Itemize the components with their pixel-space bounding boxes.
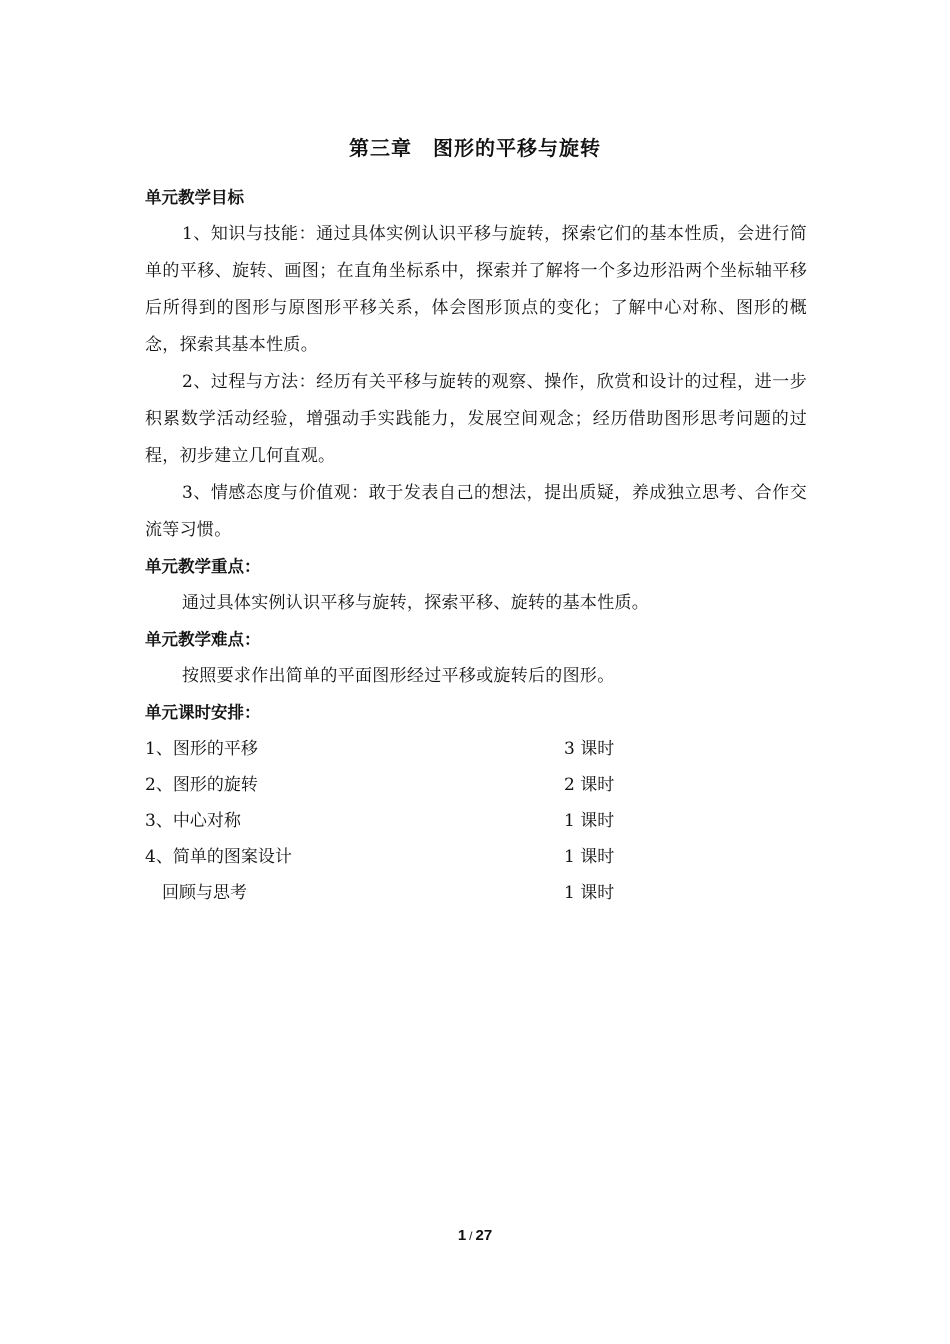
total-pages: 27 <box>475 1227 493 1244</box>
key-points-heading: 单元教学重点： <box>145 557 261 576</box>
lesson-hours: 1 课时 <box>564 883 615 903</box>
difficulties-heading: 单元教学难点： <box>145 630 261 649</box>
lesson-name: 4、简单的图案设计 <box>145 847 292 867</box>
schedule-row <box>145 875 807 911</box>
schedule-row <box>145 731 807 767</box>
page-title: 第三章 图形的平移与旋转 <box>349 136 601 160</box>
lesson-hours: 3 课时 <box>564 739 615 759</box>
lesson-hours: 2 课时 <box>564 775 615 795</box>
schedule-heading: 单元课时安排： <box>145 703 261 722</box>
objective-paragraph-1: 1、知识与技能：通过具体实例认识平移与旋转，探索它们的基本性质，会进行简单的平移、旋转、画图；在直角坐标系中，探索并了解将一个多边形沿两个坐标轴平移后所得到的图形与原图形平移关系，体会图形顶点的变化；了解中心对称、图形的概念，探索其基本性质。 <box>145 224 807 355</box>
lesson-name: 1、图形的平移 <box>145 739 258 759</box>
schedule-list <box>145 731 807 911</box>
lesson-hours: 1 课时 <box>564 847 615 867</box>
lesson-hours: 1 课时 <box>564 811 615 831</box>
current-page: 1 <box>457 1227 467 1244</box>
objective-paragraph-3: 3、情感态度与价值观：敢于发表自己的想法，提出质疑，养成独立思考、合作交流等习惯。 <box>145 483 807 540</box>
lesson-name: 2、图形的旋转 <box>145 775 258 795</box>
page-number <box>0 1224 950 1248</box>
lesson-name: 回顾与思考 <box>145 883 247 903</box>
lesson-name: 3、中心对称 <box>145 811 241 831</box>
document-body <box>145 180 807 911</box>
schedule-row <box>145 839 807 875</box>
objective-paragraph-2: 2、过程与方法：经历有关平移与旋转的观察、操作，欣赏和设计的过程，进一步积累数学活动经验，增强动手实践能力，发展空间观念；经历借助图形思考问题的过程，初步建立几何直观。 <box>145 372 807 466</box>
objectives-heading: 单元教学目标 <box>145 188 244 207</box>
difficulties-text: 按照要求作出简单的平面图形经过平移或旋转后的图形。 <box>182 666 615 686</box>
schedule-row <box>145 803 807 839</box>
key-points-text: 通过具体实例认识平移与旋转，探索平移、旋转的基本性质。 <box>182 593 650 613</box>
schedule-row <box>145 767 807 803</box>
page-separator: / <box>469 1229 473 1243</box>
